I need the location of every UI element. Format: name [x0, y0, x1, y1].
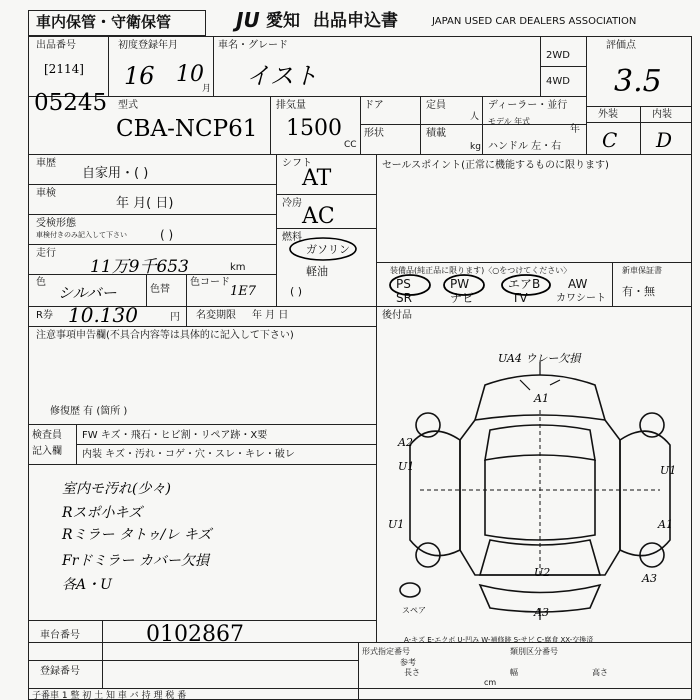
mark-u2: U2 — [534, 566, 551, 579]
v-diagram — [376, 306, 377, 642]
reception-value: ( ) — [160, 228, 174, 242]
reg-month-unit: 月 — [202, 84, 212, 94]
model-value: CBA-NCP61 — [116, 116, 258, 142]
inspector-label2: 記入欄 — [32, 446, 62, 457]
color-value: シルバー — [58, 284, 117, 302]
v-mid-col — [376, 154, 377, 306]
reception-label: 受検形態 — [36, 218, 76, 229]
equip-pw: PW — [450, 277, 470, 291]
h-bottom2 — [28, 660, 358, 661]
plate-label: 登録番号 — [40, 666, 80, 677]
ac-label: 冷房 — [282, 198, 302, 209]
int-value: D — [656, 128, 673, 152]
equip-aw: AW — [568, 277, 588, 291]
mark-u1-left: U1 — [398, 460, 415, 473]
model-label: 型式 — [118, 100, 138, 111]
v-model — [270, 96, 271, 154]
color-change-label: 色替 — [150, 284, 170, 295]
aftermarket-label: 後付品 — [382, 310, 412, 321]
inspection-label: 車検 — [36, 188, 56, 199]
score-value: 3.5 — [614, 64, 662, 99]
damage-legend: A-キズ E-エクボ U-凹み W-補修跡 S-サビ C-腐食 XX-交換済 — [404, 636, 594, 644]
score-divider — [640, 106, 641, 154]
v-rticket — [186, 306, 187, 326]
name-change-value: 年 月 日 — [252, 310, 289, 321]
equip-ps: PS — [396, 277, 411, 291]
v-bottom-mid — [358, 642, 359, 700]
r-ticket-label: R券 — [36, 310, 53, 321]
cert-width: 幅 — [510, 668, 518, 677]
remark-3: Rミラー タトゥ/レ キズ — [62, 527, 212, 543]
car-label: 車名・グレード — [218, 40, 288, 51]
mark-u1-right: U1 — [660, 464, 677, 477]
warranty-label: 新車保証書 — [622, 266, 662, 275]
v-score — [586, 36, 587, 154]
r-ticket-unit: 円 — [170, 312, 180, 323]
shift-label: シフト — [282, 158, 312, 169]
reg-year: 16 — [124, 62, 155, 90]
kg-unit: kg — [470, 142, 481, 152]
lot-bracket: [2114] — [44, 62, 84, 76]
equip-sr: SR — [396, 291, 412, 305]
score-line — [586, 106, 692, 107]
reg-label: 初度登録年月 — [118, 40, 178, 51]
inspector-label: 検査員 — [32, 430, 62, 441]
h-insp — [28, 214, 276, 215]
lot-number: 05245 — [34, 90, 108, 116]
storage-label: 車内保管・守衛保管 — [36, 13, 172, 31]
cap-label: 定員 — [426, 100, 446, 111]
v-disp — [360, 96, 361, 154]
v-color-2 — [186, 274, 187, 306]
bottom-row: 子番車 1 整 初 土 知 車 バ 持 理 税 番 — [32, 691, 187, 700]
equipment-label: 装備品(純正品に限ります)〈○をつけてください〉 — [390, 266, 572, 275]
chassis-label: 車台番号 — [40, 630, 80, 641]
int-label: 内装 — [652, 109, 672, 120]
shift-value: AT — [302, 166, 332, 191]
door-label: ドア — [364, 100, 384, 111]
mark-a2: A2 — [398, 436, 413, 449]
row1-bottom — [28, 96, 586, 97]
v-color-1 — [146, 274, 147, 306]
v-reg — [213, 36, 214, 96]
v-door — [420, 96, 421, 154]
cert-ref: 参考 — [400, 658, 416, 667]
drive-4wd: 4WD — [546, 76, 570, 87]
chassis-value: 0102867 — [146, 622, 244, 647]
org-name: 愛知 — [266, 11, 300, 31]
car-name: イスト — [246, 62, 318, 90]
ac-value: AC — [302, 204, 335, 229]
fuel-label: 燃料 — [282, 232, 302, 243]
fuel-diesel: 軽油 — [306, 265, 328, 278]
model-year-label: モデル 年式 — [488, 117, 531, 126]
inspector-row2: 内装 キズ・汚れ・コゲ・穴・スレ・キレ・破レ — [82, 449, 295, 460]
score-line2 — [586, 122, 692, 123]
drive-2wd: 2WD — [546, 50, 570, 61]
h-inspector-mid — [76, 444, 376, 445]
remark-2: Rスポ小キズ — [62, 505, 143, 521]
cert-cm: cm — [484, 678, 497, 687]
remark-4: Frドミラー カバー欠損 — [62, 553, 209, 569]
cert-height: 高さ — [592, 668, 608, 677]
cert-length: 長さ — [404, 668, 420, 677]
equip-tv: TV — [512, 291, 528, 305]
h-equip — [376, 262, 692, 263]
person-unit: 人 — [470, 112, 480, 122]
dealer-label: ディーラー・並行 — [488, 100, 568, 111]
mileage-unit: km — [230, 262, 246, 273]
reception-note: 車検付きのみ記入して下さい — [36, 231, 127, 239]
color-label: 色 — [36, 277, 46, 288]
selling-points-label: セールスポイント(正常に機能するものに限ります) — [382, 160, 609, 171]
fuel-other: ( ) — [290, 285, 303, 298]
h-rec — [28, 244, 276, 245]
mileage-label: 走行 — [36, 248, 56, 259]
row2-bottom — [28, 154, 692, 155]
mark-a1: A1 — [534, 392, 549, 405]
reg-month: 10 — [176, 62, 204, 87]
mark-a3: A3 — [534, 606, 549, 619]
misc-mid — [360, 124, 586, 125]
h-chassis-top — [28, 620, 376, 621]
cert-type-label: 形式指定番号 — [362, 647, 410, 656]
inspector-row1: FW キズ・飛石・ヒビ割・リペア跡・X要 — [82, 430, 268, 441]
v-lot — [108, 36, 109, 96]
mark-a1-right: A1 — [658, 518, 673, 531]
ext-label: 外装 — [598, 109, 618, 120]
history-value: 自家用・( ) — [82, 166, 149, 181]
mileage-value: 11万9千653 — [90, 257, 189, 277]
equip-seat: カワシート — [556, 293, 606, 304]
fuel-gas: ガソリン — [306, 243, 350, 256]
inspection-value: 年 月( 日) — [116, 196, 174, 211]
disp-unit: CC — [344, 140, 357, 150]
v-cap — [482, 96, 483, 154]
mark-u1-lower-left: U1 — [388, 518, 405, 531]
lot-label: 出品番号 — [36, 40, 76, 51]
fuel-gas-circle — [288, 236, 358, 262]
v-left-col — [276, 154, 277, 306]
h-inspector — [28, 464, 376, 465]
equip-circles — [384, 272, 564, 298]
ju-logo: JU — [236, 8, 260, 32]
h-hist — [28, 184, 276, 185]
color-code-label: 色コード — [190, 277, 230, 288]
v-equip-right — [612, 262, 613, 306]
year-unit: 年 — [570, 124, 580, 135]
form-title: 出品申込書 — [313, 11, 398, 31]
disp-value: 1500 — [286, 116, 342, 141]
cert-class-label: 類別区分番号 — [510, 647, 558, 656]
load-label: 積載 — [426, 128, 446, 139]
h-bottom1 — [28, 642, 692, 643]
equip-navi: ナビ — [450, 291, 475, 305]
spare-label: スペア — [402, 606, 426, 615]
mark-top: UA4 ウレー欠損 — [498, 352, 581, 365]
equip-airbag: エアB — [508, 277, 541, 291]
remark-5: 各A・U — [62, 577, 112, 593]
warranty-yes-no: 有・無 — [622, 285, 655, 298]
shape-label: 形状 — [364, 128, 384, 139]
name-change-label: 名変期限 — [196, 310, 236, 321]
remark-1: 室内モ汚れ(少々) — [62, 481, 171, 497]
color-code-value: 1E7 — [230, 284, 257, 299]
association-name: JAPAN USED CAR DEALERS ASSOCIATION — [432, 16, 637, 27]
drive-mid — [540, 66, 586, 67]
v-bottom-label — [102, 620, 103, 688]
score-label: 評価点 — [606, 40, 636, 51]
mark-a3-right: A3 — [642, 572, 657, 585]
disp-label: 排気量 — [276, 100, 306, 111]
ext-value: C — [602, 128, 618, 152]
repair-history: 修復歴 有 (箇所 ) — [50, 406, 128, 417]
h-bottom3 — [28, 688, 692, 689]
history-label: 車歴 — [36, 158, 56, 169]
h-shift — [276, 194, 376, 195]
notes-label: 注意事項申告欄(不具合内容等は具体的に記入して下さい) — [36, 330, 294, 341]
handle-label: ハンドル 左・右 — [488, 141, 562, 152]
h-notes — [28, 424, 376, 425]
r-ticket-value: 10.130 — [68, 303, 138, 327]
